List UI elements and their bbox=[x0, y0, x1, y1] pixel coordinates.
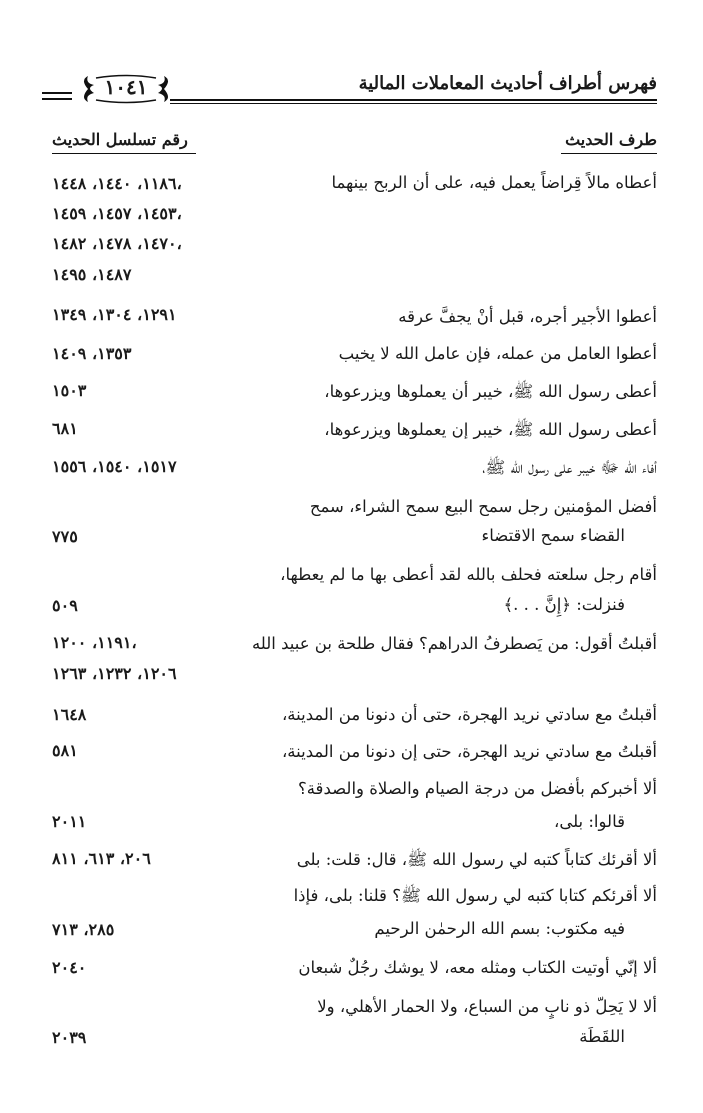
column-head-serial-rule bbox=[52, 153, 196, 154]
serial-numbers: ١٥١٧، ١٥٤٠، ١٥٥٦ bbox=[52, 457, 177, 476]
hadith-text: أقبلتُ مع سادتي نريد الهجرة، حتى إن دنونا من المدينة، bbox=[281, 742, 657, 761]
column-head-hadith: طرف الحديث bbox=[565, 130, 657, 149]
hadith-text-continued: القضاء سمح الاقتضاء bbox=[481, 526, 625, 545]
serial-numbers: ١١٨٦، ١٤٤٠، ١٤٤٨، bbox=[52, 174, 182, 193]
hadith-text: ألا لا يَحِلّ ذو نابٍ من السباع، ولا الحمار الأهلي، ولا bbox=[317, 997, 657, 1016]
page-number: ١٠٤١ bbox=[104, 75, 148, 99]
header-rule-left-top bbox=[42, 92, 72, 94]
serial-numbers: ١٢٠٦، ١٢٣٢، ١٢٦٣ bbox=[52, 664, 177, 683]
hadith-text: ألا أقرئكم كتابا كتبه لي رسول الله ﷺ؟ قلنا: بلى، فإذا bbox=[293, 886, 657, 905]
hadith-text: أقبلتُ مع سادتي نريد الهجرة، حتى أن دنونا من المدينة، bbox=[281, 705, 657, 724]
serial-numbers: ١٣٥٣، ١٤٠٩ bbox=[52, 344, 132, 363]
header-rule-left-bottom bbox=[42, 98, 72, 100]
serial-numbers: ١٥٠٣ bbox=[52, 381, 87, 400]
hadith-text: أفاء الله ﷻ خيبر على رسول الله ﷺ، bbox=[482, 458, 657, 477]
hadith-text-continued: قالوا: بلى، bbox=[554, 812, 625, 831]
serial-numbers: ٢٠٦، ٦١٣، ٨١١ bbox=[52, 849, 151, 868]
serial-numbers: ٦٨١ bbox=[52, 419, 78, 438]
serial-numbers: ٢٠١١ bbox=[52, 812, 87, 831]
serial-numbers: ١٢٩١، ١٣٠٤، ١٣٤٩ bbox=[52, 305, 177, 324]
serial-numbers: ١٦٤٨ bbox=[52, 705, 87, 724]
hadith-text: أقبلتُ أقول: من يَصطرفُ الدراهم؟ فقال طلحة بن عبيد الله bbox=[251, 634, 657, 653]
serial-numbers: ٢٠٣٩ bbox=[52, 1028, 87, 1047]
serial-numbers: ٥٠٩ bbox=[52, 596, 78, 615]
hadith-text: أعطاه مالاً قِراضاً يعمل فيه، على أن الربح بينهما bbox=[331, 173, 657, 192]
hadith-text: ألا إنّي أوتيت الكتاب ومثله معه، لا يوشك رجُلٌ شبعان bbox=[298, 958, 657, 977]
hadith-text: ألا أخبركم بأفضل من درجة الصيام والصلاة والصدقة؟ bbox=[297, 779, 657, 798]
page-title: فهرس أطراف أحاديث المعاملات المالية bbox=[358, 73, 657, 94]
serial-numbers: ١٤٥٣، ١٤٥٧، ١٤٥٩، bbox=[52, 204, 182, 223]
hadith-text: أعطوا الأجير أجره، قبل أنْ يجفَّ عرقه bbox=[398, 307, 657, 326]
column-head-serial: رقم تسلسل الحديث bbox=[52, 130, 188, 149]
hadith-text: ألا أقرئك كتاباً كتبه لي رسول الله ﷺ، قال: قلت: بلى bbox=[296, 850, 657, 869]
serial-numbers: ١١٩١، ١٢٠٠، bbox=[52, 633, 137, 652]
serial-numbers: ١٤٨٧، ١٤٩٥ bbox=[52, 265, 132, 284]
serial-numbers: ٢٠٤٠ bbox=[52, 958, 87, 977]
hadith-text-continued: اللقَطَة bbox=[579, 1027, 625, 1046]
column-head-hadith-rule bbox=[561, 153, 657, 154]
serial-numbers: ٢٨٥، ٧١٣ bbox=[52, 920, 115, 939]
hadith-text: أقام رجل سلعته فحلف بالله لقد أعطى بها ما لم يعطها، bbox=[280, 565, 657, 584]
serial-numbers: ٥٨١ bbox=[52, 741, 78, 760]
serial-numbers: ٧٧٥ bbox=[52, 527, 78, 546]
serial-numbers: ١٤٧٠، ١٤٧٨، ١٤٨٢، bbox=[52, 234, 182, 253]
hadith-text: أعطى رسول الله ﷺ، خيبر أن يعملوها ويزرعوها، bbox=[324, 382, 657, 401]
hadith-text-continued: فنزلت: ﴿إِنَّ . . .﴾ bbox=[503, 595, 625, 614]
hadith-text: أعطى رسول الله ﷺ، خيبر إن يعملوها ويزرعوها، bbox=[324, 420, 657, 439]
hadith-text: أفضل المؤمنين رجل سمح البيع سمح الشراء، سمح bbox=[309, 497, 657, 516]
hadith-text: أعطوا العامل من عمله، فإن عامل الله لا يخيب bbox=[338, 344, 657, 363]
header-rule-top bbox=[170, 99, 657, 101]
hadith-text-continued: فيه مكتوب: بسم الله الرحمٰن الرحيم bbox=[374, 919, 625, 938]
header-rule-bottom bbox=[170, 103, 657, 104]
